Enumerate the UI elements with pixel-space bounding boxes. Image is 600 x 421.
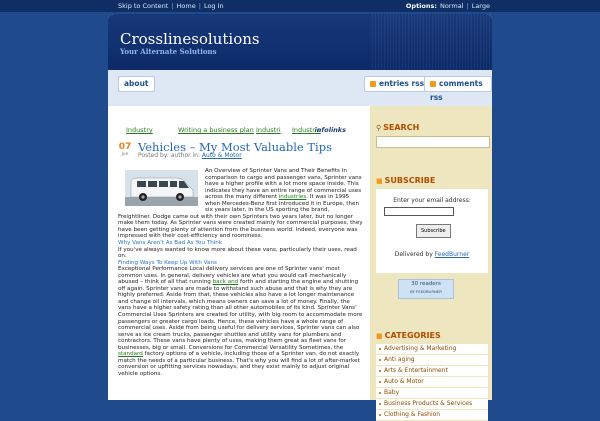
counter-sub: BY FEEDBURNER xyxy=(410,289,442,294)
subscribe-button[interactable]: Subscribe xyxy=(416,224,451,238)
subscribe-widget xyxy=(376,175,488,258)
post-category-link[interactable]: Auto & Motor xyxy=(201,152,242,159)
post-date xyxy=(118,142,132,158)
post-paragraph-2: If you've always wanted to know more about these vans, particularly their uses, read on. xyxy=(118,246,357,260)
page-container xyxy=(108,14,492,418)
category-item[interactable]: Advertising & Marketing xyxy=(376,344,488,355)
search-input[interactable] xyxy=(376,136,490,148)
back-and-link[interactable]: back and xyxy=(212,279,239,286)
comments-rss-link[interactable] xyxy=(424,76,492,102)
skip-to-content-link[interactable]: Skip to Content xyxy=(118,2,169,10)
site-title[interactable]: Crosslinesolutions xyxy=(120,30,260,48)
categories-title: CATEGORIES xyxy=(384,331,441,340)
delivered-by: Delivered by FeedBurner xyxy=(394,251,470,258)
rss-icon xyxy=(370,81,376,87)
post-day: 07 xyxy=(118,142,132,152)
sidebar xyxy=(370,106,492,418)
category-item[interactable]: Arts & Entertainment xyxy=(376,366,488,377)
top-links: Skip to Content | Home | Log In xyxy=(118,2,224,10)
ad-link-writing-business-plan[interactable]: Writing a business plan xyxy=(178,126,254,134)
category-item[interactable]: Auto & Motor xyxy=(376,377,488,388)
top-bar xyxy=(0,0,600,12)
rss-icon: ■ xyxy=(376,177,383,185)
post-meta: Posted by: author in: Auto & Motor xyxy=(138,152,242,159)
comments-rss-label: comments rss xyxy=(430,79,483,102)
category-item[interactable]: Business Products & Services xyxy=(376,399,488,410)
entries-rss-label: entries rss xyxy=(379,79,425,88)
category-list xyxy=(376,344,488,421)
font-size-options: Options: Normal | Large xyxy=(405,2,490,10)
site-tagline: Your Alternate Solutions xyxy=(120,47,217,56)
subscribe-box xyxy=(376,189,488,273)
post-paragraph-3: Exceptional Performance Local delivery services are one of Sprinter vans' most common uses. In general, delivery vehicles are what you would call mechanically abused – think of all that running back and forth and starting the engine and shutting off again. Sprinter vans are made to withstand such abuse and that is why they are highly preferred. Aside from that, these vehicles also have a lot longer maintenance and change oil intervals, which means owners can save a lot of money. Finally, the vans have a higher safety rating than all other automobiles of its kind. Sprinter Vans' Commercial Uses Sprinters are created for utility, with big room to accommodate more passengers or greater cargo loads. Hence, these vehicles have a whole range of commercial uses. Aside from being useful for delivery services, Sprinter vans can also serve as ice cream trucks, passenger shuttles and utility vans for plumbers and contractors. These vans have plenty of uses, making them great as fleet vans for businesses, big or small. Conversions for Commercial Versatility Sometimes, the standard factory options of a vehicle, including those of a Sprinter van, do not exactly match the needs of a particular business. That's why you will find a lot of after-market conversion or upfitting services nowadays, and they exist mainly to adjust original vehicle options. xyxy=(118,266,363,377)
rss-icon xyxy=(430,81,436,87)
subscribe-title: SUBSCRIBE xyxy=(384,176,436,185)
search-widget xyxy=(376,122,488,134)
ad-link-industri[interactable]: Industri xyxy=(256,126,281,134)
post-title[interactable]: Vehicles – My Most Valuable Tips xyxy=(138,140,332,154)
nav-about-tab[interactable]: about xyxy=(118,76,155,92)
category-item[interactable]: Clothing & Fashion xyxy=(376,410,488,421)
infolinks-brand: infolinks xyxy=(314,126,346,134)
entries-rss-link[interactable] xyxy=(364,76,430,92)
ad-link-industrie[interactable]: Industrie xyxy=(292,126,321,134)
search-title: SEARCH xyxy=(383,123,420,132)
industries-link[interactable]: industries xyxy=(278,194,307,201)
category-item[interactable]: Baby xyxy=(376,388,488,399)
categories-widget xyxy=(376,330,488,418)
option-normal[interactable]: Normal xyxy=(439,2,464,10)
category-item[interactable]: Anti aging xyxy=(376,355,488,366)
site-header xyxy=(108,14,492,70)
post-subheading-2: Finding Ways To Keep Up With Vans xyxy=(118,259,217,266)
post-meta-prefix: Posted by: author in xyxy=(138,152,198,159)
home-link[interactable]: Home xyxy=(176,2,196,10)
option-large[interactable]: Large xyxy=(471,2,490,10)
ad-links-bar xyxy=(126,126,366,136)
standard-link[interactable]: standard xyxy=(118,351,143,358)
post-month: Jun xyxy=(121,152,129,157)
search-icon: ⚲ xyxy=(376,124,382,132)
feedburner-counter[interactable] xyxy=(398,279,454,299)
email-field[interactable] xyxy=(384,207,454,216)
feedburner-link[interactable]: FeedBurner xyxy=(434,251,470,258)
post-paragraph-1: An Overview of Sprinter Vans and Their Benefits In comparison to cargo and passenger vans, Sprinter vans have a higher profile with a lot more space inside. This indicates they have an entire range of commercial uses across the many different industries. It was in 1995 when Mercedes-Benz first introduced it in Europe, then six years later, in the US sporting the brand, Freightliner. Dodge came out with their own Sprinters two years later, but no longer make them today. As Sprinter vans were created mainly for commercial purposes, they have been getting plenty of attention from the business world. Indeed, everyone was impressed with their cost-efficiency and roominess. xyxy=(118,168,363,240)
reader-count: 30 readers xyxy=(411,281,441,287)
ad-link-industry[interactable]: Industry xyxy=(126,126,153,134)
main-content xyxy=(108,106,368,400)
rss-icon: ■ xyxy=(376,332,383,340)
options-label: Options: xyxy=(405,2,437,10)
email-label: Enter your email address: xyxy=(393,197,471,204)
post-subheading-1: Why Vans Aren't As Bad As You Think xyxy=(118,240,223,247)
log-in-link[interactable]: Log In xyxy=(203,2,224,10)
post-body xyxy=(118,168,363,408)
